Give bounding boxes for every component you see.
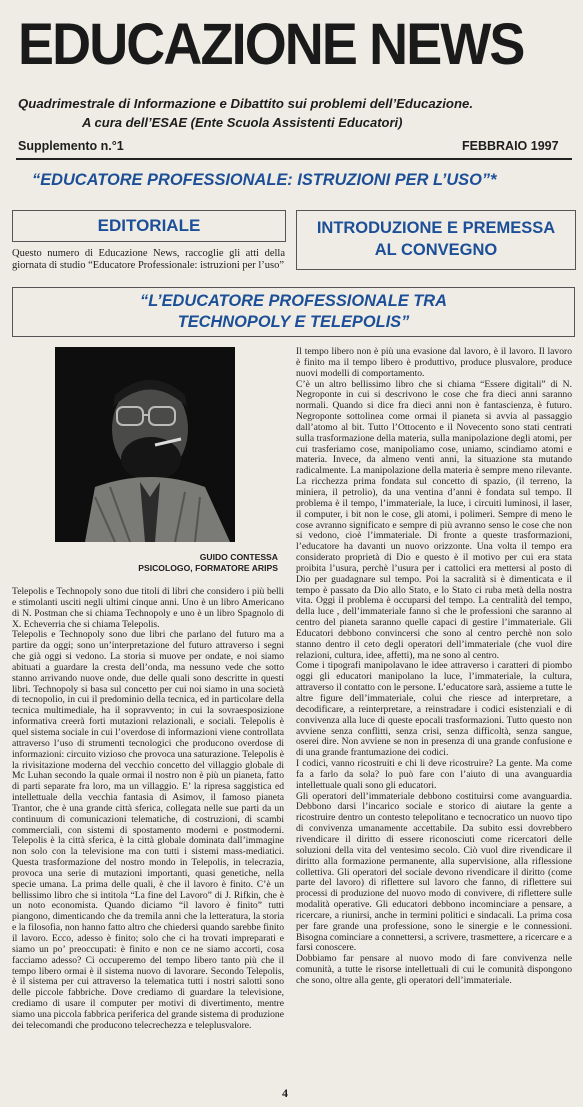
issue-headline: “EDUCATORE PROFESSIONALE: ISTRUZIONI PER L’USO”* (32, 171, 497, 189)
masthead-publisher: A cura dell’ESAE (Ente Scuola Assistenti Educatori) (82, 115, 403, 130)
article-column-right: Il tempo libero non è più una evasione dal lavoro, è il lavoro. Il lavoro è finito ma il tempo libero è produttivo, produce plusvalore, produce nuovi modelli di comportamento. C’è un altro bellissimo libro che si chiama “Essere digitali” di N. Negroponte in cui si descrivono le cose che fra dieci anni saranno normali. Quando si dice fra dieci anni non è fantascienza, è futuro. Negroponte sottolinea come ormai il pianeta si avvia al passaggio dall’atomo al bit. Tutto l’Ottocento e il Novecento sono stati centrati sulla trasformazione della materia, sulla manipolazione degli atomi, per cui trasferiamo cose, manipoliamo cose, uniamo, scindiamo atomi e materia. Invece, da almeno venti anni, la situazione sta mutando radicalmente. La manipolazione della materia è sempre meno rilevante. La ricchezza prima fondata sul concetto di spazio, (il terreno, la miniera, il petrolio), da una ventina d’anni è fondata sul tempo. Il problema è il tempo, l’immateriale, la luce, i circuiti luminosi, il laser, il computer, i bit non le cose, gli atomi, i polimeri. Sempre di meno le cose avranno significato e sempre di più avranno senso le cose che non si vedono, cioè l’immateriale. Di fronte a queste trasformazioni, l’educatore ha davanti un nuovo orizzonte. Una volta il tempo era considerato proprietà di Dio e questo è il motivo per cui era stata proibita l’usura, perchè l’usura per i cattolici era mettersi al posto di Dio per guadagnare sul tempo. Poi la sacralità si è dimenticata e il tempo è passato da Dio allo Stato, e lo Stato ci ruba metà della nostra vita. Oggi il problema è occuparsi del tempo. La centralità del tempo, della luce , dell’immateriale fanno sì che le professioni che saranno al centro del pianeta saranno quelle capaci di gestire l’immateriale. Gli Educatori debbono convincersi che sono al centro perchè non solo stanno dentro il ceto degli operatori dell’immateriale (che vuol dire relazioni, cultura, idee, affetti), ma ne sono al centro. Come i tipografi manipolavano le idee attraverso i caratteri di piombo oggi gli educatori manipolano la luce, l’immateriale, la cultura, attraverso il contatto con le persone. L’educatore sarà, assieme a tutte le altre figure dell’immateriale, colui che riesce ad interpretare, a decodificare, a reinterpretare, a reinstradare i codici esistenziali e di convivenza alla luce di queste epocali trasformazioni. Tutto questo non avviene senza conflitti, senza crisi, senza difficoltà, senza sangue, oserei dire. Non avviene se non in presenza di una grande confusione e di una grande frantumazione dei codici. I codici, vanno ricostruiti e chi li deve ricostruire? La gente. Ma come fa a farlo da sola? lo può fare con l’aiuto di una avanguardia intellettuale quali sono gli educatori. Gli operatori dell’immateriale debbono costituirsi come avanguardia. Debbono darsi l’incarico sociale e storico di aiutare la gente a ricostruire dentro un contesto telepolitano e tecnocratico un nuovo tipo di convivenza umanamente accettabile. Da subito essi dovrebbero rivendicare il diritto di essere riconosciuti come ricercatori delle soluzioni della vita del ventesimo secolo. Ciò vuol dire rivendicare il diritto alla formazione permanente, alla supervisione, alla riflessione collettiva. Gli operatori del sociale devono rivendicare il diritto (come parte del lavoro) di riflettere sul lavoro che fanno, di riflettere sui processi di produzione del nuovo modo di convivere, di riflettere sulle modalità operative. Gli educatori debbono incominciare a pensare, a ricercare, a riunirsi, anche in termini politici e sindacali. La prima cosa per fare grande una professione, sono le sinergie e le connessioni. Bisogna cominciare a connettersi, a scrivere, trasmettere, a ricercare e a farsi conoscere. Dobbiamo far pensare al nuovo modo di fare convivenza nelle comunità, a tutte le risorse intellettuali di cui le comunità dispongono che sono, oltre alla gente, gli operatori dell’immateriale. (296, 347, 572, 986)
masthead-subtitle: Quadrimestrale di Informazione e Dibattito sui problemi dell’Educazione. (18, 96, 474, 111)
masthead-title: EDUCAZIONE NEWS (18, 12, 524, 77)
editoriale-box (12, 210, 286, 242)
introduzione-box (296, 210, 576, 270)
article-column-left: Telepolis e Technopoly sono due titoli di libri che considero i più belli e stimolanti usciti negli ultimi cinque anni. Uno è un libro Americano di N. Postman che si chiama Technopoly e uno è un libro Spagnolo di X. Echeverria che si chiama Telepolis. Telepolis e Technopoly sono due libri che parlano del futuro ma a partire da oggi; sono un’interpretazione del futuro attraverso i segni che già oggi si vedono. La storia si muove per ondate, e noi siamo abituati a guardare la cresta dell’onda, ma nessuno vede che sotto stanno arrivando nuove onde, due delle quali sono descritte in questi libri. Technopoly si basa sul concetto per cui noi siamo in una società di tecnopolio, in cui il predominio della tecnica, ed in particolare della tecnica multimediale, ha il sopravvento; in cui la sovraesposizione informativa creerà forti mutazioni relazionali, e sociali. Telepolis è quel sistema sociale in cui l’overdose di informazioni viene controllata attraverso l’uso di strumenti tecnologici che producono overdose di informazioni: circuito vizioso che provoca una saturazione. Telepolis è la rivisitazione moderna del vecchio concetto del villaggio globale di Mc Luhan secondo la quale ormai il nostro non è più un pianeta, fatto di parti separate fra loro, ma un villaggio. E’ la ripresa saggistica ed intellettuale della vecchia fantasia di Asimov, il famoso pianeta Trantor, che è una grande città sferica, collegata nelle sue parti da un continuum di comunicazioni telematiche, di costruzioni, di scambi commerciali, con sistemi di spostamento moderni e postmoderni. Telepolis è la città sferica, è la città globale dominata dall’immagine non solo con la televisione ma con tutti i sistemi mass-mediatici. Questa trasformazione del nostro mondo in Telepolis, in telecrazia, provoca una serie di mutazioni importanti, quasi genetiche, nella specie umana. La prima delle quali, è che il lavoro è finito. C’è un bellissimo libro che si intitola “La fine del Lavoro” di J. Rifkin, che è un noto economista. Quando diciamo “il lavoro è finito” tutti piangono, dimenticando che da tremila anni che la letteratura, la storia e la filosofia, non hanno fatto altro che chiedersi quando sarebbe finito il lavoro. Ecco, adesso è finito; solo che ci ha trovati impreparati e siamo un po’ preoccupati: è finito e non ce ne siamo accorti, cosa facciamo adesso? Ci occuperemo del tempo libero tanto più che il tempo libero ormai è il sistema nuovo di lavorare. Secondo Telepolis, è il sistema per cui attraverso la telematica tutti i nostri salotti sono delle piccole fabbriche. Dove crediamo di guardare la televisione, crediamo di usare il computer per motivi di divertimento, mentre siamo una piccola fabbrica periferica del grande sistema di produzione dei telecomandi che producono telecrechezza e teleplusvalore. (12, 587, 284, 1031)
photo-caption: GUIDO CONTESSA PSICOLOGO, FORMATORE ARIPS (138, 552, 278, 573)
supplement-number: Supplemento n.°1 (18, 139, 124, 153)
editoriale-text: Questo numero di Educazione News, raccoglie gli atti della giornata di studio “Educatore Professionale: istruzioni per l’uso” (12, 248, 285, 271)
introduzione-title: INTRODUZIONE E PREMESSA AL CONVEGNO (316, 219, 556, 259)
masthead-divider (16, 158, 572, 160)
editoriale-title: EDITORIALE (97, 216, 201, 235)
page-number: 4 (282, 1086, 288, 1100)
issue-date: FEBBRAIO 1997 (462, 139, 559, 153)
article-title-box (12, 287, 575, 337)
author-portrait-image (55, 347, 235, 542)
author-photo (55, 347, 235, 542)
article-title: “L’EDUCATORE PROFESSIONALE TRA TECHNOPOLY E TELEPOLIS” (140, 292, 447, 331)
